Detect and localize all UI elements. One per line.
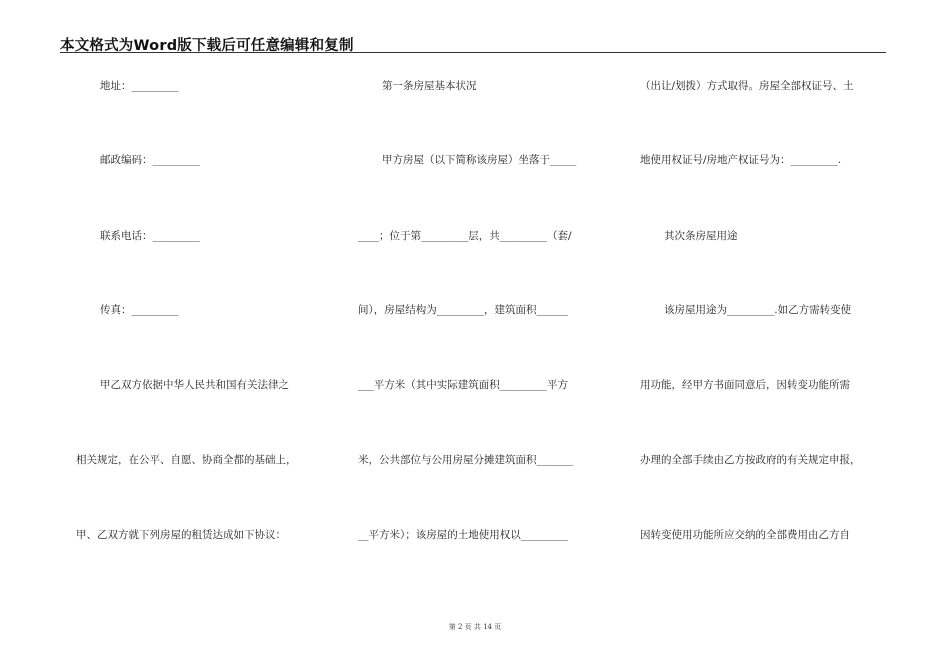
page-number: 第 2 页 共 14 页 — [448, 623, 502, 631]
text-line: 传真：_________ — [100, 304, 179, 316]
text-line: 间），房屋结构为_________，建筑面积______ — [358, 304, 568, 316]
text-line: __平方米）；该房屋的土地使用权以_________ — [358, 529, 568, 541]
text-line: 甲、乙双方就下列房屋的租赁达成如下协议： — [76, 529, 286, 541]
text-line: 联系电话：_________ — [100, 230, 200, 242]
text-line: 地址：_________ — [100, 80, 179, 92]
header-divider — [60, 52, 886, 53]
text-line: 其次条房屋用途 — [664, 230, 738, 242]
text-line: 地使用权证号/房地产权证号为：_________. — [640, 154, 842, 166]
text-line: 相关规定，在公平、自愿、协商全都的基础上， — [76, 454, 297, 466]
text-line: （出让/划拨）方式取得。房屋全部权证号、土 — [640, 80, 854, 92]
document-header-title: 本文格式为Word版下载后可任意编辑和复制 — [60, 38, 354, 54]
text-line: 办理的全部手续由乙方按政府的有关规定申报， — [640, 454, 861, 466]
text-line: 邮政编码：_________ — [100, 154, 200, 166]
text-line: 因转变使用功能所应交纳的全部费用由乙方自 — [640, 529, 850, 541]
text-line: 甲方房屋（以下简称该房屋）坐落于_____ — [382, 154, 577, 166]
text-line: 甲乙双方依据中华人民共和国有关法律之 — [100, 379, 289, 391]
text-line: 米，公共部位与公用房屋分摊建筑面积_______ — [358, 454, 574, 466]
text-line: 用功能，经甲方书面同意后，因转变功能所需 — [640, 379, 850, 391]
text-line: ___平方米（其中实际建筑面积_________平方 — [358, 379, 568, 391]
text-line: 第一条房屋基本状况 — [382, 80, 477, 92]
text-line: 该房屋用途为_________.如乙方需转变使 — [664, 304, 852, 316]
text-line: ____；位于第_________层，共_________（套/ — [358, 230, 572, 242]
